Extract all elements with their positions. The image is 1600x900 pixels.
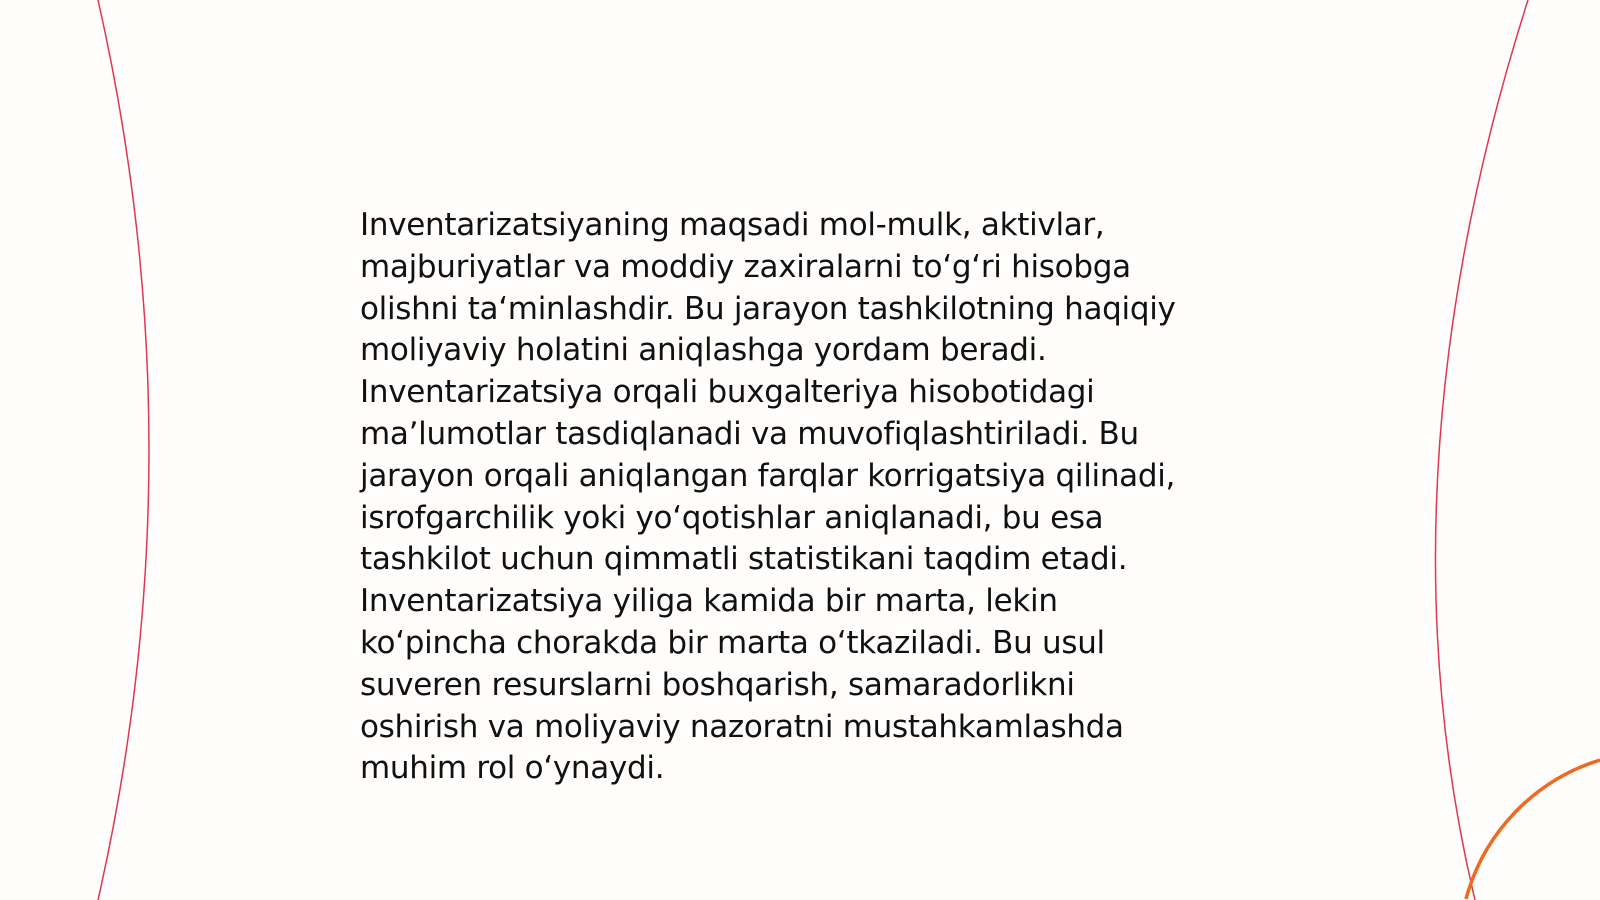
- text-line: majburiyatlar va moddiy zaxiralarni to‘g‘ri hisobga: [360, 248, 1131, 285]
- text-line: Inventarizatsiya yiliga kamida bir marta, lekin: [360, 583, 1058, 620]
- text-line: Inventarizatsiyaning maqsadi mol-mulk, aktivlar,: [360, 207, 1105, 243]
- text-line: oshirish va moliyaviy nazoratni mustahkamlashda: [360, 708, 1124, 745]
- text-line: jarayon orqali aniqlangan farqlar korrigatsiya qilinadi,: [360, 457, 1176, 494]
- text-line: muhim rol o‘ynaydi.: [360, 750, 665, 787]
- text-line: moliyaviy holatini aniqlashga yordam beradi.: [360, 332, 1047, 369]
- body-text: [360, 205, 1176, 790]
- text-line: ma’lumotlar tasdiqlanadi va muvofiqlashtiriladi. Bu: [360, 415, 1139, 452]
- text-line: Inventarizatsiya orqali buxgalteriya hisobotidagi: [360, 374, 1095, 411]
- text-line: olishni ta‘minlashdir. Bu jarayon tashkilotning haqiqiy: [360, 290, 1176, 327]
- left-curve: [98, 0, 149, 900]
- orange-circle-arc: [1466, 760, 1600, 899]
- text-line: tashkilot uchun qimmatli statistikani taqdim etadi.: [360, 541, 1128, 578]
- right-curve: [1435, 0, 1528, 900]
- text-line: isrofgarchilik yoki yo‘qotishlar aniqlanadi, bu esa: [360, 499, 1104, 536]
- text-line: suveren resurslarni boshqarish, samaradorlikni: [360, 666, 1075, 703]
- text-line: ko‘pincha chorakda bir marta o‘tkaziladi. Bu usul: [360, 624, 1105, 661]
